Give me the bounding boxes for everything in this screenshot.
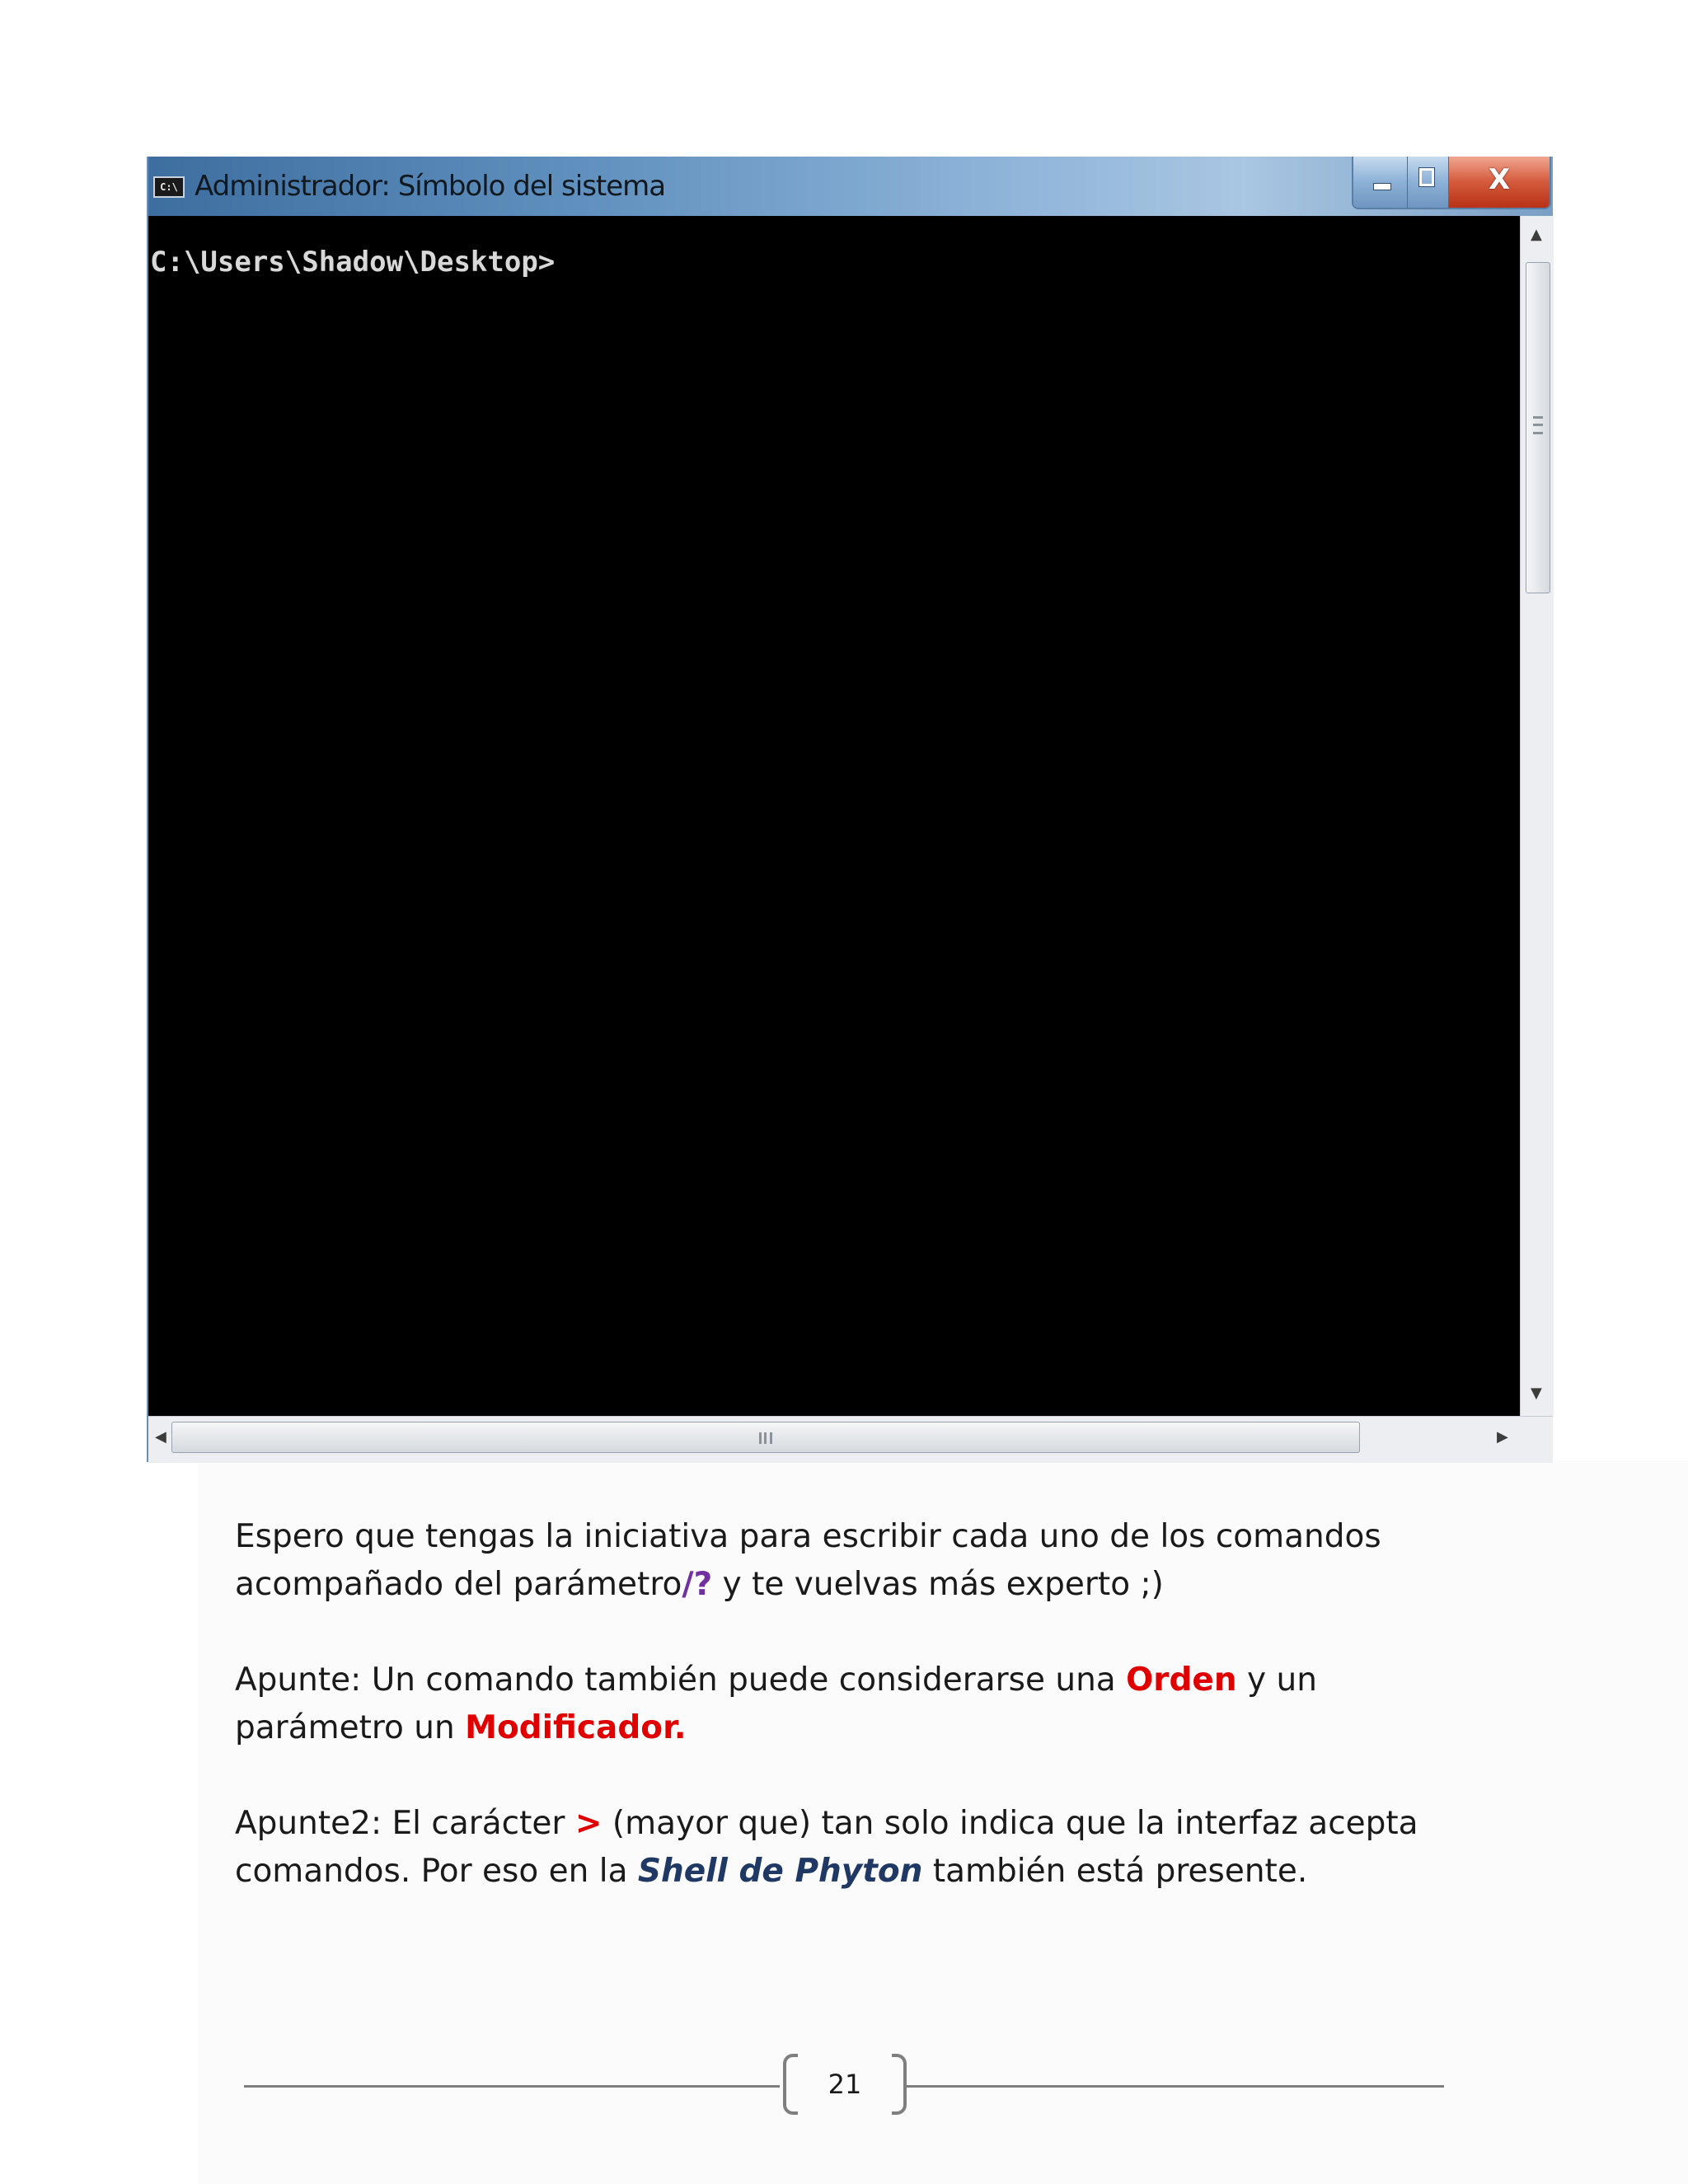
footer-rule-left — [244, 2085, 780, 2088]
text: y te vuelvas más experto ;) — [712, 1566, 1164, 1603]
minimize-button[interactable] — [1353, 157, 1408, 208]
document-body — [235, 1513, 1471, 1943]
scroll-down-arrow-icon[interactable]: ▼ — [1531, 1385, 1542, 1402]
footer-bracket-right — [892, 2054, 907, 2115]
text: Apunte: Un comando también puede considerarse una — [235, 1661, 1127, 1699]
text: Espero que tengas la iniciativa para escribir cada uno de los comandos acompañado del parámetro — [235, 1518, 1381, 1603]
text: Apunte2: El carácter — [235, 1805, 575, 1842]
restore-button[interactable] — [1408, 157, 1449, 208]
vertical-scrollbar[interactable] — [1520, 216, 1554, 1416]
command-prompt-window[interactable] — [147, 157, 1553, 1462]
shell-highlight: Shell de Phyton — [637, 1853, 923, 1890]
restore-icon — [1419, 168, 1434, 186]
grip-icon — [759, 1432, 772, 1444]
modificador-highlight: Modificador. — [465, 1709, 687, 1746]
text: (mayor que) tan solo indica que la interfaz acepta comandos. Por eso en la — [235, 1805, 1418, 1890]
minimize-icon — [1373, 183, 1391, 190]
window-title: Administrador: Símbolo del sistema — [195, 170, 666, 203]
close-icon: X — [1488, 163, 1511, 196]
console-app-icon[interactable]: C:\ — [153, 176, 185, 198]
close-button[interactable] — [1449, 157, 1550, 208]
vertical-scroll-thumb[interactable] — [1526, 262, 1550, 593]
horizontal-scroll-thumb[interactable] — [171, 1422, 1360, 1453]
scroll-left-arrow-icon[interactable]: ◀ — [155, 1428, 166, 1446]
page-number: 21 — [828, 2069, 862, 2100]
horizontal-scrollbar[interactable] — [148, 1416, 1553, 1463]
console-prompt: C:\Users\Shadow\Desktop> — [150, 246, 556, 279]
footer-rule-right — [907, 2085, 1444, 2088]
text: también está presente. — [922, 1853, 1308, 1890]
paragraph-note-2 — [235, 1800, 1471, 1896]
orden-highlight: Orden — [1126, 1661, 1237, 1699]
parameter-highlight: /? — [682, 1566, 713, 1603]
paragraph-note-1 — [235, 1657, 1471, 1752]
footer-bracket-left — [783, 2054, 798, 2115]
window-titlebar[interactable] — [148, 157, 1553, 217]
text: y un parámetro un — [235, 1661, 1317, 1746]
paragraph-practice — [235, 1513, 1471, 1609]
scroll-right-arrow-icon[interactable]: ▶ — [1497, 1428, 1508, 1446]
window-controls — [1352, 157, 1551, 209]
grip-icon — [1533, 416, 1543, 434]
console-output[interactable] — [148, 216, 1520, 1416]
scroll-up-arrow-icon[interactable]: ▲ — [1531, 226, 1542, 243]
greater-than-highlight: > — [574, 1805, 603, 1842]
